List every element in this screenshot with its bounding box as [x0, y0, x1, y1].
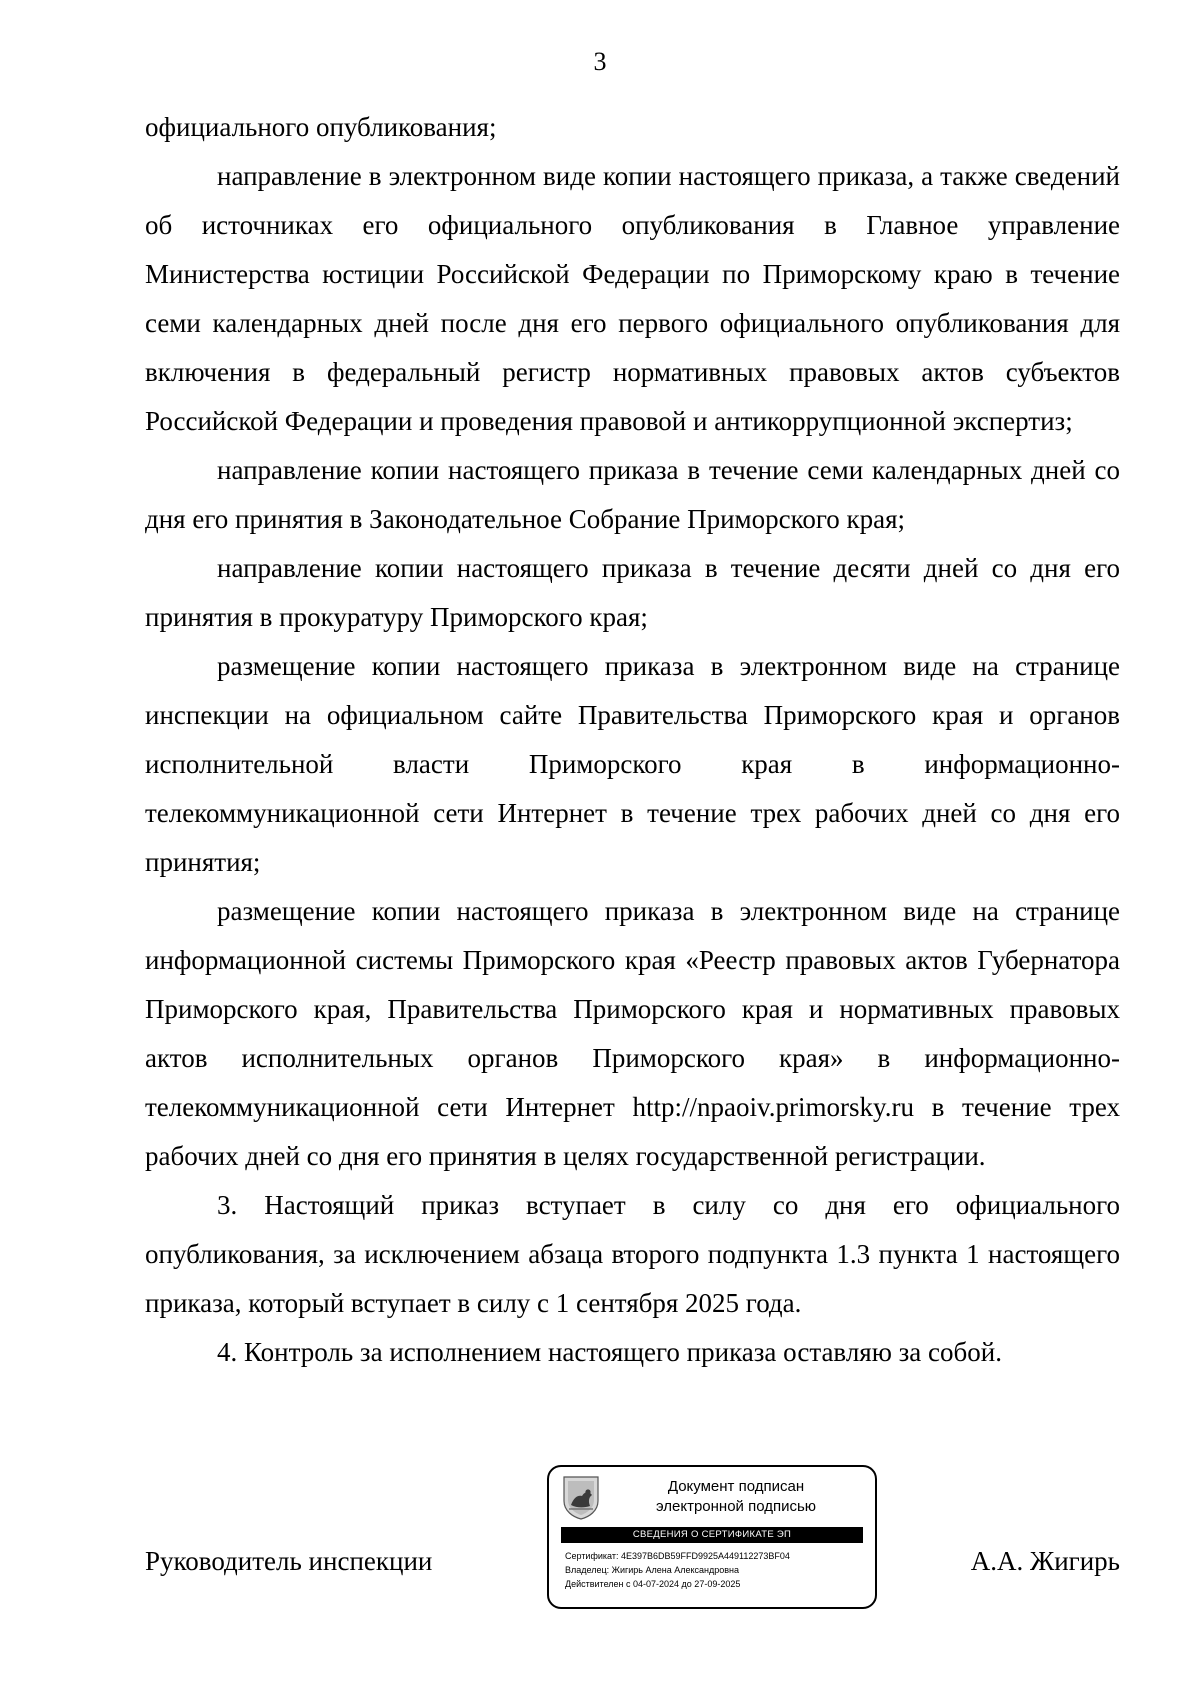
electronic-signature-stamp	[547, 1465, 877, 1609]
certificate-details	[565, 1549, 865, 1591]
paragraph-item-3: 3. Настоящий приказ вступает в силу со дня его официального опубликования, за исключением абзаца второго подпункта 1.3 пункта 1 настоящего приказа, который вступает в силу с 1 сентября 2025 года.	[145, 1190, 1120, 1318]
certificate-number: Сертификат: 4E397B6DB59FFD9925A449112273BF04	[565, 1551, 790, 1561]
certificate-owner: Владелец: Жигирь Алена Александровна	[565, 1565, 740, 1575]
coat-of-arms-icon	[561, 1475, 601, 1521]
paragraph-item-4: 4. Контроль за исполнением настоящего приказа оставляю за собой.	[217, 1337, 1002, 1367]
signer-name: А.А. Жигирь	[970, 1546, 1120, 1576]
paragraph-4: направление копии настоящего приказа в течение десяти дней со дня его принятия в прокуратуру Приморского края;	[145, 553, 1120, 632]
stamp-title	[607, 1477, 865, 1517]
page-number: 3	[593, 47, 607, 76]
paragraph-5: размещение копии настоящего приказа в электронном виде на странице инспекции на официальном сайте Правительства Приморского края и органов исполнительной власти Приморского края в информационно-телекоммуникационной сети Интернет в течение трех рабочих дней со дня его принятия;	[145, 651, 1120, 877]
paragraph-6: размещение копии настоящего приказа в электронном виде на странице информационной системы Приморского края «Реестр правовых актов Губернатора Приморского края, Правительства Приморского края и нормативных правовых актов исполнительных органов Приморского края» в информационно-телекоммуникационной сети Интернет http://npaoiv.primorsky.ru в течение трех рабочих дней со дня его принятия в целях государственной регистрации.	[145, 896, 1120, 1171]
paragraph-2: направление в электронном виде копии настоящего приказа, а также сведений об источниках его официального опубликования в Главное управление Министерства юстиции Российской Федерации по Приморскому краю в течение семи календарных дней после дня его первого официального опубликования для включения в федеральный регистр нормативных правовых актов субъектов Российской Федерации и проведения правовой и антикоррупционной экспертиз;	[145, 161, 1120, 436]
paragraph-3: направление копии настоящего приказа в течение семи календарных дней со дня его принятия в Законодательное Собрание Приморского края;	[145, 455, 1120, 534]
signature-block	[145, 1465, 1120, 1625]
signer-position: Руководитель инспекции	[145, 1546, 433, 1576]
stamp-title-line1: Документ подписан	[667, 1478, 805, 1495]
stamp-title-line2: электронной подписью	[655, 1498, 817, 1515]
document-body	[145, 103, 1120, 1377]
certificate-info-bar: СВЕДЕНИЯ О СЕРТИФИКАТЕ ЭП	[561, 1527, 863, 1543]
certificate-validity: Действителен с 04-07-2024 до 27-09-2025	[565, 1579, 741, 1589]
paragraph-1: официального опубликования;	[145, 112, 497, 142]
